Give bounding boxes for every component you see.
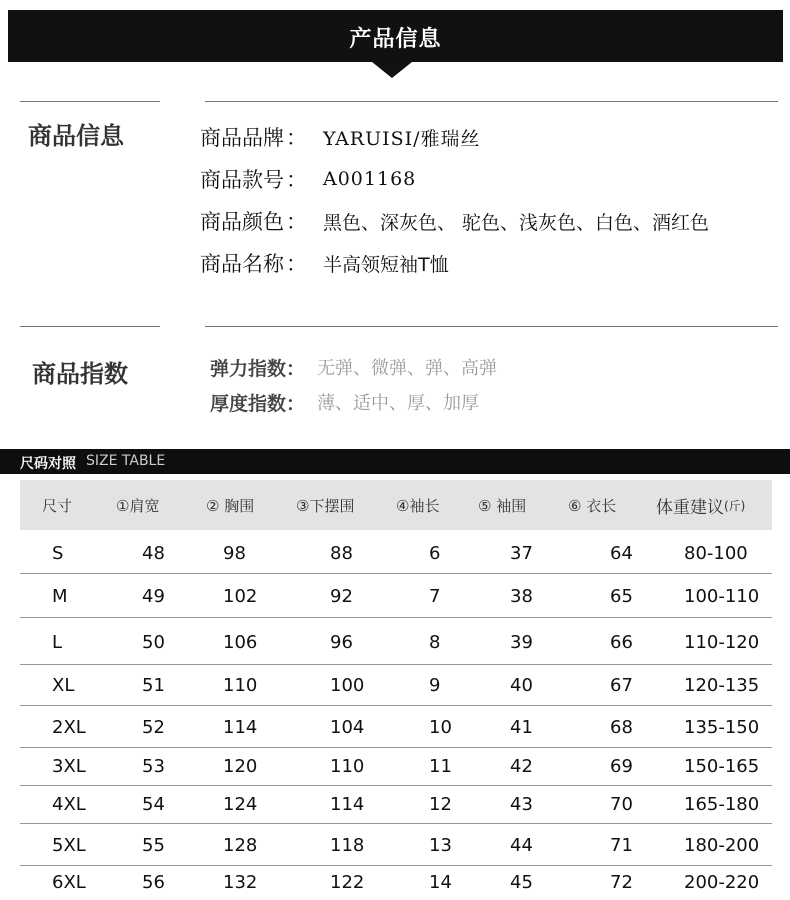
cell-sleeve-width: 45 (510, 872, 533, 893)
cell-sleeve-length: 12 (429, 793, 452, 815)
cell-weight: 150-165 (684, 755, 760, 777)
cell-shoulder: 55 (142, 834, 165, 856)
table-row (20, 665, 772, 705)
index-label: 弹力指数 (210, 357, 287, 380)
cell-weight: 180-200 (684, 834, 760, 856)
table-row (20, 785, 772, 823)
header-shoulder: ①肩宽 (116, 496, 160, 515)
index-colon: ： (286, 357, 306, 380)
cell-size: 5XL (52, 834, 86, 856)
cell-shoulder: 48 (142, 542, 165, 564)
cell-weight: 80-100 (684, 542, 748, 564)
cell-chest: 124 (223, 793, 258, 815)
cell-size: M (52, 585, 68, 607)
cell-size: L (52, 631, 63, 653)
divider-left (20, 326, 160, 327)
cell-shoulder: 56 (142, 872, 165, 893)
table-row (20, 707, 772, 747)
header-sleeve-length: ④袖长 (396, 496, 440, 515)
cell-hem: 104 (330, 716, 365, 738)
cell-length: 64 (610, 542, 633, 564)
cell-sleeve-width: 40 (510, 674, 533, 696)
cell-length: 65 (610, 585, 633, 607)
cell-sleeve-length: 7 (429, 585, 441, 607)
info-colon: ： (286, 252, 307, 276)
table-row (20, 865, 772, 900)
cell-shoulder: 51 (142, 674, 165, 696)
cell-sleeve-length: 13 (429, 834, 452, 856)
cell-shoulder: 50 (142, 631, 165, 653)
cell-chest: 110 (223, 674, 258, 696)
cell-length: 68 (610, 716, 633, 738)
header-hem: ③下摆围 (296, 496, 355, 515)
cell-length: 66 (610, 631, 633, 653)
header-size: 尺寸 (42, 496, 73, 515)
size-table-title-cn: 尺码对照 (20, 456, 76, 472)
header-weight (656, 480, 745, 530)
index-colon: ： (286, 392, 306, 415)
info-row-model (200, 162, 416, 196)
row-divider (20, 705, 772, 706)
table-row (20, 533, 772, 573)
cell-hem: 96 (330, 631, 353, 653)
cell-sleeve-length: 10 (429, 716, 452, 738)
info-value-name: 半高领短袖T恤 (323, 253, 449, 276)
banner-pointer (372, 62, 412, 78)
info-colon: ： (286, 126, 307, 150)
index-label: 厚度指数 (210, 392, 287, 415)
cell-hem: 114 (330, 793, 365, 815)
cell-sleeve-width: 44 (510, 834, 533, 856)
divider-right (205, 326, 778, 327)
cell-sleeve-length: 11 (429, 755, 452, 777)
header-weight-label: 体重建议 (656, 497, 724, 518)
index-row-elasticity (210, 352, 497, 382)
row-divider (20, 823, 772, 824)
banner-title: 产品信息 (349, 27, 442, 52)
header-sleeve-width: ⑤ 袖围 (478, 496, 527, 515)
cell-sleeve-width: 42 (510, 755, 533, 777)
cell-hem: 118 (330, 834, 365, 856)
cell-chest: 114 (223, 716, 258, 738)
cell-weight: 110-120 (684, 631, 760, 653)
info-row-brand (200, 120, 481, 154)
size-table-title-en: SIZE TABLE (86, 453, 166, 469)
cell-length: 71 (610, 834, 633, 856)
index-value-elasticity: 无弹、微弹、弹、高弹 (317, 358, 498, 379)
table-row (20, 825, 772, 865)
info-colon: ： (286, 210, 307, 234)
cell-weight: 135-150 (684, 716, 760, 738)
cell-chest: 106 (223, 631, 258, 653)
product-index-heading: 商品指数 (32, 360, 128, 388)
cell-size: 4XL (52, 793, 86, 815)
cell-length: 72 (610, 872, 633, 893)
cell-size: 2XL (52, 716, 86, 738)
index-value-thickness: 薄、适中、厚、加厚 (317, 393, 480, 414)
info-label: 商品款号 (200, 168, 284, 192)
info-label: 商品名称 (200, 252, 284, 276)
cell-hem: 88 (330, 542, 353, 564)
cell-length: 70 (610, 793, 633, 815)
cell-length: 69 (610, 755, 633, 777)
divider-left (20, 101, 160, 102)
cell-chest: 128 (223, 834, 258, 856)
header-chest: ② 胸围 (206, 496, 255, 515)
cell-sleeve-length: 6 (429, 542, 441, 564)
cell-sleeve-length: 8 (429, 631, 441, 653)
info-row-colors (200, 204, 709, 238)
cell-length: 67 (610, 674, 633, 696)
cell-sleeve-width: 43 (510, 793, 533, 815)
cell-hem: 100 (330, 674, 365, 696)
cell-weight: 165-180 (684, 793, 760, 815)
cell-hem: 110 (330, 755, 365, 777)
index-row-thickness (210, 387, 479, 417)
cell-sleeve-length: 9 (429, 674, 441, 696)
cell-size: XL (52, 674, 75, 696)
info-label: 商品颜色 (200, 210, 284, 234)
cell-sleeve-width: 39 (510, 631, 533, 653)
size-table-header (20, 480, 772, 530)
info-row-name (200, 246, 449, 280)
cell-hem: 92 (330, 585, 353, 607)
divider-right (205, 101, 778, 102)
table-row (20, 575, 772, 617)
size-table-bar (0, 449, 790, 474)
cell-sleeve-width: 38 (510, 585, 533, 607)
cell-chest: 102 (223, 585, 258, 607)
cell-sleeve-width: 37 (510, 542, 533, 564)
header-weight-unit: (斤) (724, 498, 746, 513)
cell-weight: 200-220 (684, 872, 760, 893)
info-colon: ： (286, 168, 307, 192)
info-label: 商品品牌 (200, 126, 284, 150)
cell-hem: 122 (330, 872, 365, 893)
info-value-model: A001168 (323, 168, 417, 190)
cell-shoulder: 54 (142, 793, 165, 815)
cell-size: 6XL (52, 872, 86, 893)
table-row (20, 747, 772, 785)
cell-weight: 120-135 (684, 674, 760, 696)
cell-size: S (52, 542, 64, 564)
cell-sleeve-width: 41 (510, 716, 533, 738)
cell-sleeve-length: 14 (429, 872, 452, 893)
cell-weight: 100-110 (684, 585, 760, 607)
product-info-heading: 商品信息 (28, 122, 124, 150)
row-divider (20, 573, 772, 574)
cell-shoulder: 53 (142, 755, 165, 777)
header-banner (8, 10, 783, 62)
cell-shoulder: 52 (142, 716, 165, 738)
info-value-brand: YARUISI/雅瑞丝 (323, 127, 481, 150)
row-divider (20, 617, 772, 618)
info-value-colors: 黑色、深灰色、 驼色、浅灰色、白色、酒红色 (323, 211, 710, 234)
table-row (20, 620, 772, 664)
cell-size: 3XL (52, 755, 86, 777)
cell-shoulder: 49 (142, 585, 165, 607)
cell-chest: 98 (223, 542, 246, 564)
header-length: ⑥ 衣长 (568, 496, 617, 515)
cell-chest: 120 (223, 755, 258, 777)
cell-chest: 132 (223, 872, 258, 893)
